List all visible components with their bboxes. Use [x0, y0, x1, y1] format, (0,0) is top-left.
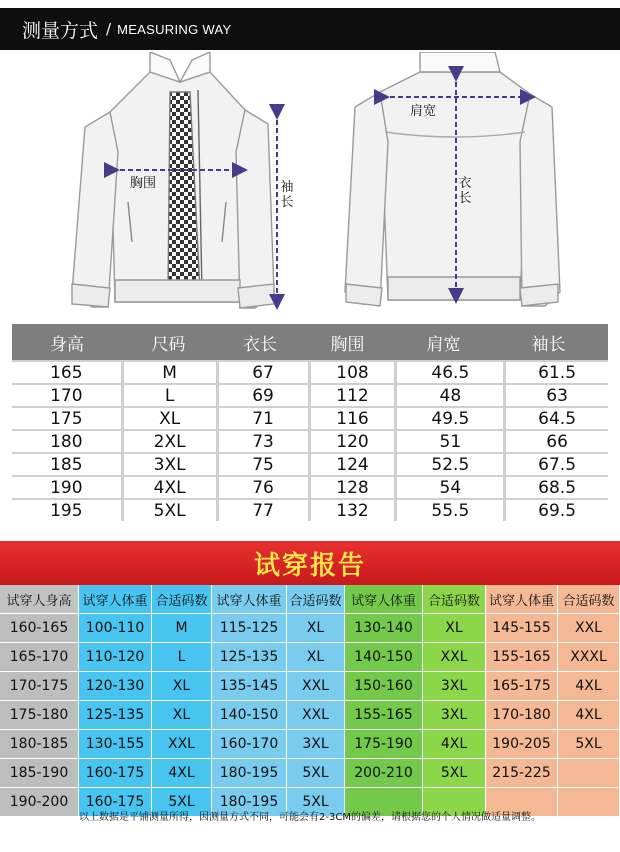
- trial-cell: 4XL: [558, 672, 620, 701]
- trial-cell: 130-140: [345, 614, 423, 643]
- trial-cell: 5XL: [287, 759, 345, 788]
- size-cell-length: 76: [219, 477, 308, 498]
- trial-cell: 180-195: [212, 788, 287, 817]
- shoulder-label: 肩宽: [410, 104, 437, 119]
- col-header-height: 身高: [50, 334, 84, 355]
- length-label: 衣长: [458, 176, 472, 206]
- trial-row: [0, 614, 620, 643]
- size-row: [12, 360, 608, 383]
- trial-cell: 180-195: [212, 759, 287, 788]
- trial-cell: 120-130: [79, 672, 152, 701]
- trial-cell: 115-125: [212, 614, 287, 643]
- trial-cell: 165-175: [486, 672, 558, 701]
- trial-cell: 200-210: [345, 759, 423, 788]
- disclaimer-note: 以上数据是平铺测量所得，因测量方式不同，可能会有2-3CM的偏差，请根据您的个人情况做适量调整。: [79, 812, 541, 823]
- size-cell-sleeve: 63: [506, 385, 608, 406]
- size-cell-chest: 124: [311, 454, 395, 475]
- trial-cell: 5XL: [287, 788, 345, 817]
- size-cell-shoulder: 51: [397, 431, 503, 452]
- size-cell-size: XL: [124, 408, 216, 429]
- size-cell-chest: 128: [311, 477, 395, 498]
- trial-cell: 215-225: [486, 759, 558, 788]
- trial-header-cell: 合适码数: [423, 585, 486, 614]
- trial-row: [0, 643, 620, 672]
- col-header-length: 衣长: [243, 334, 277, 355]
- size-cell-length: 69: [219, 385, 308, 406]
- size-cell-size: M: [124, 362, 216, 383]
- trial-cell: M: [152, 614, 212, 643]
- col-header-sleeve: 袖长: [531, 334, 566, 355]
- size-cell-shoulder: 46.5: [397, 362, 503, 383]
- size-cell-size: 3XL: [124, 454, 216, 475]
- trial-cell: 130-155: [79, 730, 152, 759]
- trial-cell: 5XL: [558, 730, 620, 759]
- trial-cell: 185-190: [0, 759, 79, 788]
- trial-cell: 145-155: [486, 614, 558, 643]
- trial-cell: XXL: [558, 614, 620, 643]
- size-cell-chest: 132: [311, 500, 395, 521]
- size-cell-chest: 116: [311, 408, 395, 429]
- size-cell-shoulder: 55.5: [397, 500, 503, 521]
- trial-cell: 3XL: [423, 701, 486, 730]
- size-cell-size: 4XL: [124, 477, 216, 498]
- trial-cell: 4XL: [423, 730, 486, 759]
- size-chart-header: [12, 324, 608, 360]
- trial-cell: 125-135: [79, 701, 152, 730]
- trial-cell: 140-150: [345, 643, 423, 672]
- trial-cell: 175-190: [345, 730, 423, 759]
- trial-cell: 5XL: [152, 788, 212, 817]
- trial-cell: 150-160: [345, 672, 423, 701]
- size-cell-height: 175: [12, 408, 121, 429]
- size-row: [12, 452, 608, 475]
- trial-header-cell: 试穿人体重: [212, 585, 287, 614]
- header-title-cn: 测量方式: [22, 19, 99, 42]
- size-cell-shoulder: 48: [397, 385, 503, 406]
- size-chart-table: [12, 324, 608, 521]
- size-cell-size: 5XL: [124, 500, 216, 521]
- trial-cell: 140-150: [212, 701, 287, 730]
- trial-cell: XL: [287, 614, 345, 643]
- trial-cell: 165-170: [0, 643, 79, 672]
- col-header-shoulder: 肩宽: [426, 334, 461, 355]
- trial-cell: 175-180: [0, 701, 79, 730]
- size-cell-sleeve: 61.5: [506, 362, 608, 383]
- size-row: [12, 406, 608, 429]
- trial-header-cell: 试穿人身高: [0, 585, 79, 614]
- chest-label: 胸围: [130, 176, 157, 191]
- size-cell-length: 75: [219, 454, 308, 475]
- size-cell-sleeve: 64.5: [506, 408, 608, 429]
- trial-header-cell: 合适码数: [558, 585, 620, 614]
- size-cell-sleeve: 68.5: [506, 477, 608, 498]
- trial-cell: [558, 759, 620, 788]
- section-header: [0, 8, 620, 50]
- trial-cell: 3XL: [423, 672, 486, 701]
- trial-cell: 4XL: [558, 701, 620, 730]
- trial-cell: L: [152, 643, 212, 672]
- sleeve-label: 袖长: [280, 180, 294, 210]
- size-row: [12, 475, 608, 498]
- size-cell-height: 170: [12, 385, 121, 406]
- header-separator: /: [106, 20, 112, 38]
- trial-cell: 155-165: [486, 643, 558, 672]
- trial-cell: XXL: [152, 730, 212, 759]
- trial-cell: XXL: [287, 701, 345, 730]
- trial-header-cell: 合适码数: [152, 585, 212, 614]
- trial-row: [0, 672, 620, 701]
- trial-cell: 190-200: [0, 788, 79, 817]
- size-cell-length: 67: [219, 362, 308, 383]
- trial-header-row: [0, 585, 620, 614]
- trial-cell: 190-205: [486, 730, 558, 759]
- size-cell-chest: 112: [311, 385, 395, 406]
- size-cell-length: 77: [219, 500, 308, 521]
- trial-cell: 5XL: [423, 759, 486, 788]
- trial-cell: 155-165: [345, 701, 423, 730]
- trial-report-table: [0, 585, 620, 817]
- size-row: [12, 383, 608, 406]
- col-header-size: 尺码: [151, 334, 186, 355]
- trial-cell: XXXL: [558, 643, 620, 672]
- jacket-drawings: [0, 52, 620, 322]
- size-cell-shoulder: 54: [397, 477, 503, 498]
- trial-report-title: 试穿报告: [0, 541, 620, 585]
- size-row: [12, 429, 608, 452]
- trial-cell: 160-165: [0, 614, 79, 643]
- trial-row: [0, 759, 620, 788]
- trial-cell: 170-175: [0, 672, 79, 701]
- size-cell-height: 165: [12, 362, 121, 383]
- size-cell-sleeve: 67.5: [506, 454, 608, 475]
- size-cell-height: 190: [12, 477, 121, 498]
- size-cell-size: L: [124, 385, 216, 406]
- size-cell-size: 2XL: [124, 431, 216, 452]
- trial-cell: 160-175: [79, 759, 152, 788]
- trial-row: [0, 701, 620, 730]
- trial-cell: 110-120: [79, 643, 152, 672]
- trial-cell: 160-170: [212, 730, 287, 759]
- header-title-en: MEASURING WAY: [117, 21, 232, 37]
- trial-cell: 160-175: [79, 788, 152, 817]
- trial-cell: 135-145: [212, 672, 287, 701]
- trial-cell: 100-110: [79, 614, 152, 643]
- trial-header-cell: 试穿人体重: [345, 585, 423, 614]
- size-cell-chest: 108: [311, 362, 395, 383]
- trial-row: [0, 730, 620, 759]
- size-cell-length: 71: [219, 408, 308, 429]
- front-jacket: [72, 52, 274, 308]
- trial-header-cell: 试穿人体重: [79, 585, 152, 614]
- size-cell-height: 180: [12, 431, 121, 452]
- trial-cell: 4XL: [152, 759, 212, 788]
- trial-cell: XL: [423, 614, 486, 643]
- trial-header-cell: 合适码数: [287, 585, 345, 614]
- measurement-illustration: [0, 52, 620, 322]
- size-cell-shoulder: 49.5: [397, 408, 503, 429]
- trial-header-cell: 试穿人体重: [486, 585, 558, 614]
- trial-cell: XXL: [287, 672, 345, 701]
- size-cell-shoulder: 52.5: [397, 454, 503, 475]
- size-cell-height: 195: [12, 500, 121, 521]
- trial-cell: 180-185: [0, 730, 79, 759]
- trial-cell: 170-180: [486, 701, 558, 730]
- trial-cell: 125-135: [212, 643, 287, 672]
- size-cell-chest: 120: [311, 431, 395, 452]
- col-header-chest: 胸围: [330, 334, 365, 355]
- size-cell-sleeve: 66: [506, 431, 608, 452]
- size-row: [12, 498, 608, 521]
- back-jacket: [345, 52, 560, 306]
- size-cell-length: 73: [219, 431, 308, 452]
- trial-cell: XL: [287, 643, 345, 672]
- size-cell-sleeve: 69.5: [506, 500, 608, 521]
- trial-cell: XL: [152, 701, 212, 730]
- size-cell-height: 185: [12, 454, 121, 475]
- trial-cell: XXL: [423, 643, 486, 672]
- trial-cell: 3XL: [287, 730, 345, 759]
- trial-cell: XL: [152, 672, 212, 701]
